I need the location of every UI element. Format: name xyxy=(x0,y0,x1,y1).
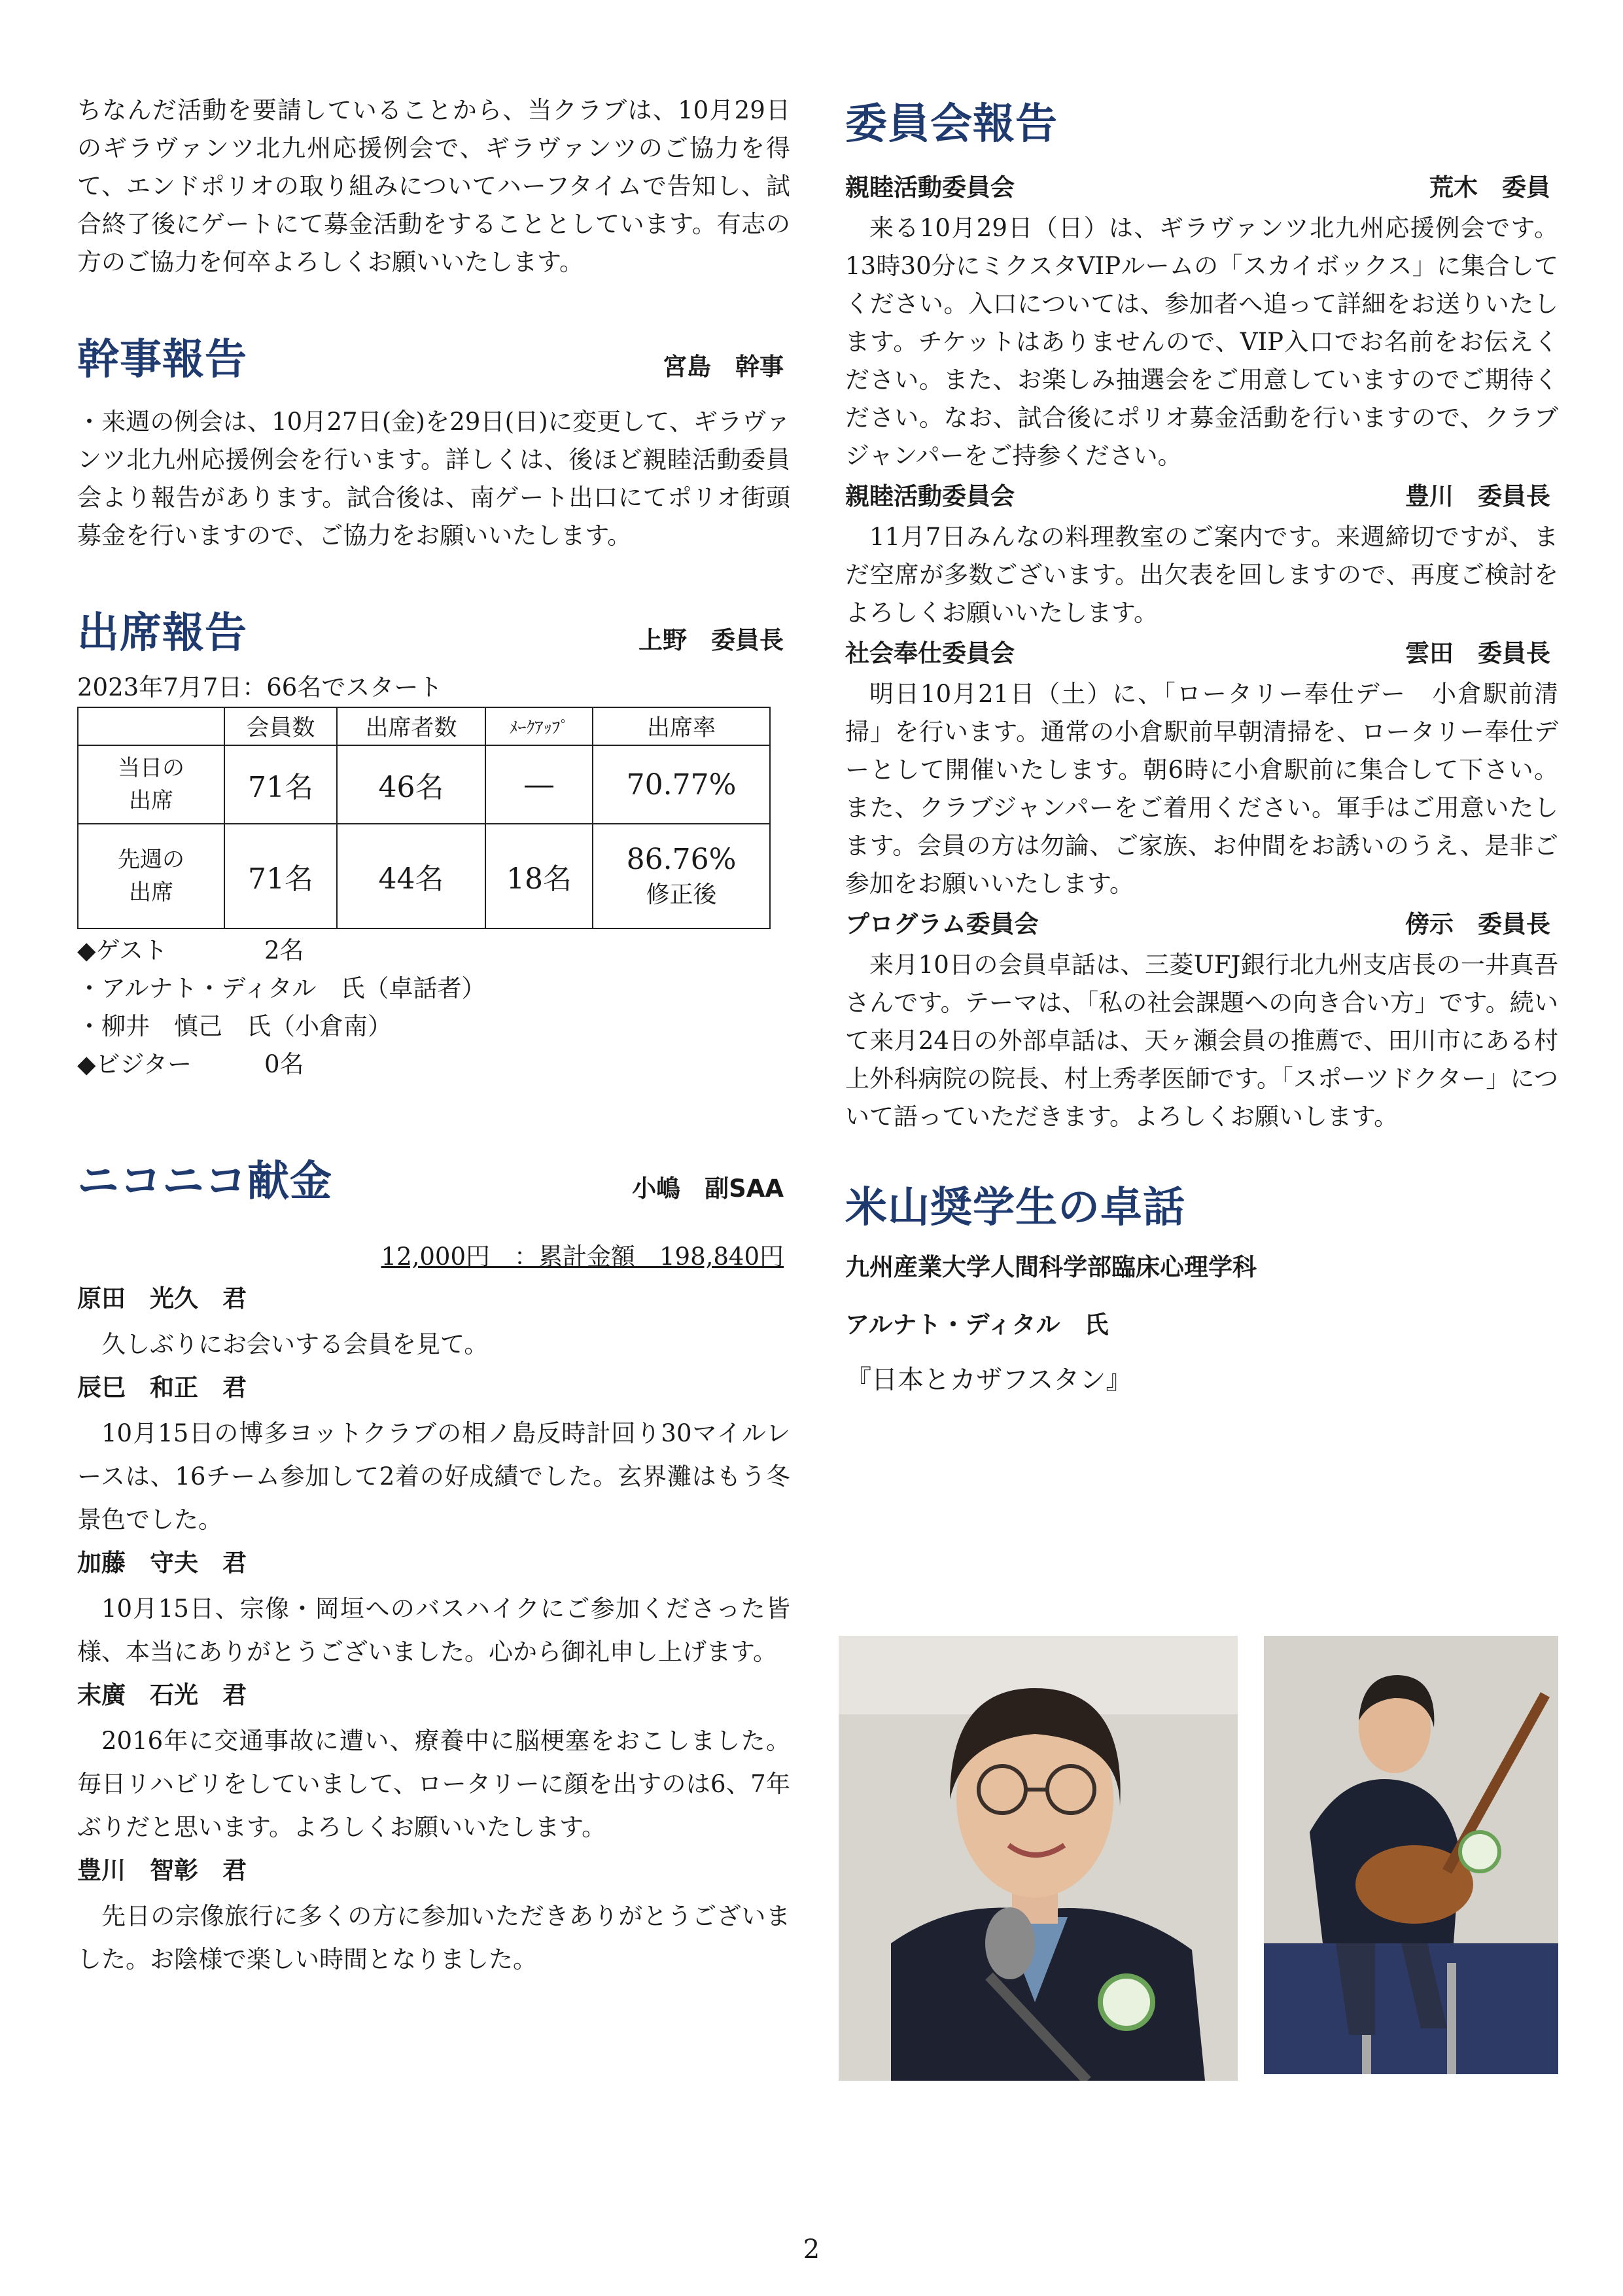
kanji-report-body: ・来週の例会は、10月27日(金)を29日(日)に変更して、ギラヴァンツ北九州応援例会を行います。詳しくは、後ほど親睦活動委員会より報告があります。試合後は、南ゲート出口にてポリオ街頭募金を行いますので、ご協力をお願いいたします。 xyxy=(77,408,790,550)
guest-line-2: ・柳井 慎己 氏（小倉南） xyxy=(77,1012,392,1040)
committee-text: 来る10月29日（日）は、ギラヴァンツ北九州応援例会です。13時30分にミクスタVIPルームの「スカイボックス」に集合してください。入口については、参加者へ追って詳細をお送りいたします。チケットはありませんので、VIP入口でお名前をお伝えください。また、お楽しみ抽選会をご用意していますのでご期待ください。なお、試合後にポリオ募金活動を行いますので、クラブジャンパーをご持参ください。 xyxy=(845,214,1558,470)
attendance-makeup: 18名 xyxy=(485,824,593,928)
committee-name: プログラム委員会 xyxy=(845,910,1039,938)
attendance-row-label: 当日の 出席 xyxy=(78,745,224,824)
attendance-rate-note: 修正後 xyxy=(646,881,717,908)
committee-text: 来月10日の会員卓話は、三菱UFJ銀行北九州支店長の一井真吾さんです。テーマは、「私の社会課題への向き合い方」です。続いて来月24日の外部卓話は、天ヶ瀬会員の推薦で、田川市にある村上外科病院の院長、村上秀孝医師です。「スポーツドクター」について語っていただきます。よろしくお願いします。 xyxy=(845,951,1558,1131)
visitor-count: ◆ビジター 0名 xyxy=(77,1050,304,1078)
committee-text: 11月7日みんなの料理教室のご案内です。来週締切ですが、まだ空席が多数ございます。出欠表を回しますので、再度ご検討をよろしくお願いいたします。 xyxy=(845,523,1558,627)
guest-line-1: ・アルナト・ディタル 氏（卓話者） xyxy=(77,974,486,1002)
talk-title: 米山奨学生の卓話 xyxy=(845,1184,1185,1232)
attendance-header xyxy=(77,607,790,660)
niko-entries xyxy=(77,1280,790,1981)
attendance-makeup: ― xyxy=(485,745,593,824)
attendance-row-today xyxy=(78,745,770,824)
niko-entry-name: 加藤 守夫 君 xyxy=(77,1549,247,1577)
committee-item-header xyxy=(845,478,1558,516)
attendance-header-cell: 会員数 xyxy=(224,707,337,745)
attendance-row-lastweek xyxy=(78,824,770,928)
page-number: 2 xyxy=(803,2234,820,2265)
committee-item-header xyxy=(845,906,1558,944)
niko-title: ニコニコ献金 xyxy=(77,1157,332,1206)
niko-entry-name: 豊川 智彰 君 xyxy=(77,1856,247,1884)
committee-title: 委員会報告 xyxy=(845,100,1058,149)
attendance-attendees: 46名 xyxy=(337,745,485,824)
niko-entry-name: 辰巳 和正 君 xyxy=(77,1373,247,1402)
intro-paragraph: ちなんだ活動を要請していることから、当クラブは、10月29日のギラヴァンツ北九州応援例会で、ギラヴァンツのご協力を得て、エンドポリオの取り組みについてハーフタイムで告知し、試合終了後にゲートにて募金活動をすることとしています。有志の方のご協力を何卒よろしくお願いいたします。 xyxy=(77,96,790,276)
speaker-photo xyxy=(839,1636,1238,2081)
niko-amount: 12,000円 ：累計金額 198,840円 xyxy=(381,1243,784,1271)
committee-text: 明日10月21日（土）に、「ロータリー奉仕デー 小倉駅前清掃」を行います。通常の小倉駅前早朝清掃を、ロータリー奉仕デーとして開催いたします。朝6時に小倉駅前に集合して下さい。また、クラブジャンパーをご着用ください。軍手はご用意いたします。会員の方は勿論、ご家族、お仲間をお誘いのうえ、是非ご参加をお願いいたします。 xyxy=(845,680,1558,898)
niko-entry-name: 原田 光久 君 xyxy=(77,1284,247,1313)
performance-photo xyxy=(1264,1636,1558,2074)
niko-entry-text: 2016年に交通事故に遭い、療養中に脳梗塞をおこしました。毎日リハビリをしていまして、ロータリーに顔を出すのは6、7年ぶりだと思います。よろしくお願いいたします。 xyxy=(77,1727,790,1841)
niko-entry-name: 末廣 石光 君 xyxy=(77,1681,247,1709)
niko-entry-text: 10月15日、宗像・岡垣へのバスハイクにご参加くださった皆様、本当にありがとうございました。心から御礼申し上げます。 xyxy=(77,1595,790,1666)
attendance-attendees: 44名 xyxy=(337,824,485,928)
attendance-rate: 86.76% xyxy=(626,843,737,876)
niko-entry-text: 久しぶりにお会いする会員を見て。 xyxy=(101,1330,489,1358)
committee-role: 雲田 委員長 xyxy=(1405,639,1550,667)
attendance-members: 71名 xyxy=(224,824,337,928)
talk-affiliation: 九州産業大学人間科学部臨床心理学科 xyxy=(845,1253,1257,1281)
attendance-rate: 70.77% xyxy=(593,745,770,824)
attendance-header-cell: 出席者数 xyxy=(337,707,485,745)
talk-speaker: アルナト・ディタル 氏 xyxy=(845,1311,1109,1339)
committee-name: 社会奉仕委員会 xyxy=(845,639,1015,667)
guest-count: ◆ゲスト 2名 xyxy=(77,936,304,964)
left-column xyxy=(77,92,790,1981)
committee-name: 親睦活動委員会 xyxy=(845,173,1015,202)
committee-name: 親睦活動委員会 xyxy=(845,482,1015,510)
niko-entry-text: 先日の宗像旅行に多くの方に参加いただきありがとうございました。お陰様で楽しい時間となりました。 xyxy=(77,1902,790,1973)
attendance-header-cell: ﾒｰｸｱｯﾌﾟ xyxy=(485,707,593,745)
niko-role: 小嶋 副SAA xyxy=(632,1174,784,1203)
attendance-title: 出席報告 xyxy=(77,609,247,658)
attendance-table xyxy=(77,707,771,929)
niko-entry-text: 10月15日の博多ヨットクラブの相ノ島反時計回り30マイルレースは、16チーム参加して2着の好成績でした。玄界灘はもう冬景色でした。 xyxy=(77,1419,790,1534)
attendance-members: 71名 xyxy=(224,745,337,824)
kanji-report-title: 幹事報告 xyxy=(77,336,247,384)
niko-header xyxy=(77,1156,790,1208)
attendance-row-label: 先週の 出席 xyxy=(78,824,224,928)
attendance-rate-cell xyxy=(593,824,770,928)
attendance-header-row xyxy=(78,707,770,745)
committee-item-header xyxy=(845,169,1558,207)
committee-role: 豊川 委員長 xyxy=(1405,482,1550,510)
committee-role: 荒木 委員 xyxy=(1429,173,1550,202)
performance-photo-illustration xyxy=(1264,1636,1558,2074)
kanji-report-role: 宮島 幹事 xyxy=(663,353,784,381)
speaker-photo-illustration xyxy=(839,1636,1238,2081)
attendance-header-cell xyxy=(78,707,224,745)
talk-topic: 『日本とカザフスタン』 xyxy=(845,1365,1132,1395)
attendance-role: 上野 委員長 xyxy=(638,626,784,654)
attendance-start: 2023年7月7日：66名でスタート xyxy=(77,673,443,701)
kanji-report-header xyxy=(77,334,790,386)
committee-item-header xyxy=(845,635,1558,673)
committee-role: 傍示 委員長 xyxy=(1405,910,1550,938)
attendance-header-cell: 出席率 xyxy=(593,707,770,745)
right-column xyxy=(845,92,1558,1399)
